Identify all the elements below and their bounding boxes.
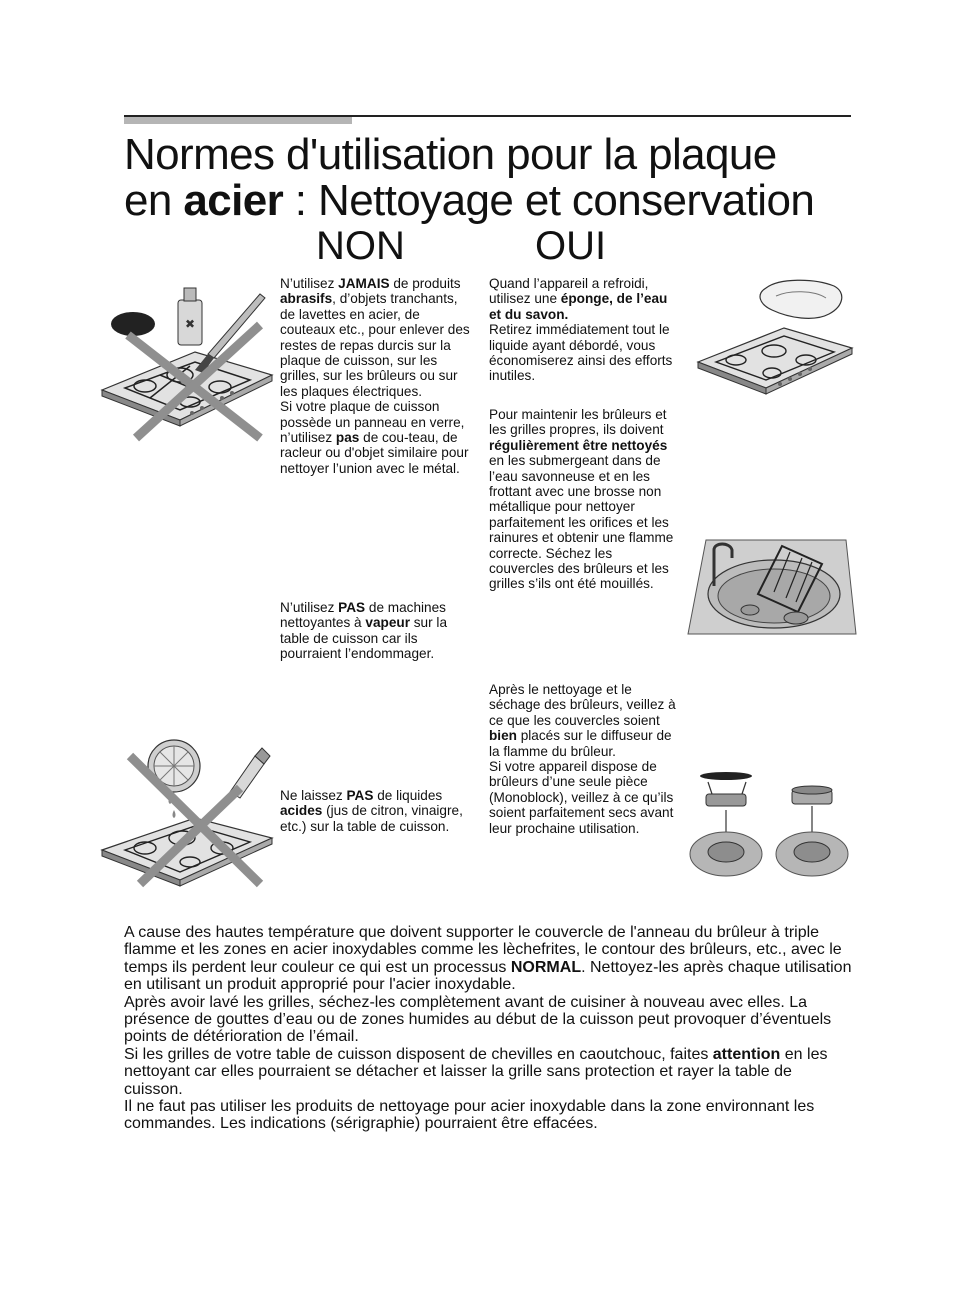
body-text: Après avoir lavé les grilles, séchez-les complètement avant de cuisiner à nouveau avec elles. La présence de gouttes d’eau ou de zones humides au début de la cuisson peut provoquer d’éventuels points de détérioration de l’émail. bbox=[124, 993, 832, 1046]
body-text: en les submergeant dans de l’eau savonneuse et en les frottant avec une brosse non métallique pour nettoyer parfaitement les orifices et les rainures et obtenir une flamme correcte. Séchez les couvercles des brûleurs et les grilles s’ils ont été mouillés. bbox=[489, 453, 674, 592]
non-instruction-acids bbox=[280, 788, 470, 834]
body-text: en les nettoyant car elles pourraient se détacher et laisser la grille sans protection et rayer la table de cuisson. bbox=[124, 1045, 828, 1098]
body-text: Si votre plaque de cuisson possède un panneau en verre, n’utilisez bbox=[280, 399, 465, 446]
body-text: de liquides bbox=[373, 788, 443, 803]
page-title bbox=[124, 132, 864, 224]
body-text: N’utilisez bbox=[280, 276, 339, 291]
title-bold-word: acier bbox=[183, 176, 284, 225]
note-discoloration bbox=[124, 924, 854, 994]
emphasis-text: abrasifs bbox=[280, 291, 333, 307]
header-rule-accent bbox=[124, 117, 352, 124]
note-rubber-pegs bbox=[124, 1046, 854, 1098]
emphasis-text: vapeur bbox=[365, 615, 410, 631]
emphasis-text: PAS bbox=[346, 788, 374, 803]
body-text: . Nettoyez-les après chaque utilisation en utilisant un produit approprié pour l'acier inoxydable. bbox=[124, 958, 852, 994]
body-text: A cause des hautes température que doivent supporter le couvercle de l'anneau du brûleur à triple flamme et les zones en acier inoxydables comme les lèchefrites, le contour des brûleurs, etc., avec le temps ils perdent leur couleur ce qui est un processus bbox=[124, 924, 842, 976]
emphasis-text: attention bbox=[712, 1045, 781, 1063]
body-text: Retirez immédiatement tout le liquide ayant débordé, vous économiserez ainsi des efforts inutiles. bbox=[489, 322, 673, 384]
emphasis-text: PAS bbox=[338, 600, 366, 615]
body-text: Quand l’appareil a refroidi, utilisez une bbox=[489, 276, 649, 307]
oui-instruction-sponge bbox=[489, 276, 679, 384]
body-text: Après le nettoyage et le séchage des brûleurs, veillez à ce que les couvercles soient bbox=[489, 682, 676, 728]
illustration-no-abrasives bbox=[100, 280, 275, 445]
body-text: Pour maintenir les brûleurs et les grilles propres, ils doivent bbox=[489, 407, 667, 438]
column-header-non: NON bbox=[316, 224, 405, 268]
svg-text:✖: ✖ bbox=[184, 317, 196, 331]
illustration-sink-washing bbox=[686, 536, 858, 638]
emphasis-text: bien bbox=[489, 728, 517, 744]
oui-instruction-burner-caps bbox=[489, 682, 679, 836]
title-line-1: Normes d'utilisation pour la plaque bbox=[124, 130, 777, 179]
emphasis-text: régulièrement être nettoyés bbox=[489, 437, 668, 453]
body-text: placés sur le diffuseur de la flamme du brûleur. bbox=[489, 728, 672, 759]
body-text: N’utilisez bbox=[280, 600, 339, 615]
oui-instruction-wash-burners bbox=[489, 407, 679, 592]
body-text: de produits bbox=[389, 276, 461, 291]
body-text: Ne laissez bbox=[280, 788, 347, 803]
body-text: (jus de citron, vinaigre, etc.) sur la table de cuisson. bbox=[280, 803, 463, 834]
body-text: , d’objets tranchants, de lavettes en acier, de couteaux etc., pour enlever des restes de repas durcis sur la plaque de cuisson, sur les grilles, sur les brûleurs ou sur les plaques électriques. bbox=[280, 291, 470, 399]
title-line-2-prefix: en bbox=[124, 176, 184, 225]
note-dry-grilles bbox=[124, 994, 854, 1046]
body-text: Si les grilles de votre table de cuisson disposent de chevilles en caoutchouc, faites bbox=[124, 1045, 713, 1063]
non-instruction-abrasives bbox=[280, 276, 470, 476]
illustration-sponge-cleaning bbox=[694, 276, 854, 411]
emphasis-text: pas bbox=[335, 430, 360, 446]
illustration-burner-caps bbox=[686, 772, 858, 880]
body-text: de cou-teau, de racleur ou d'objet similaire pour nettoyer l’union avec le métal. bbox=[280, 430, 469, 476]
column-header-oui: OUI bbox=[535, 224, 607, 268]
maintenance-notes bbox=[124, 924, 854, 1133]
note-control-area bbox=[124, 1098, 854, 1133]
illustration-no-acids bbox=[100, 738, 275, 888]
non-instruction-steam bbox=[280, 600, 470, 662]
body-text: sur la table de cuisson car ils pourraient l’endommager. bbox=[280, 615, 448, 662]
emphasis-text: JAMAIS bbox=[338, 276, 390, 291]
emphasis-text: acides bbox=[280, 803, 323, 819]
body-text: de machines nettoyantes à bbox=[280, 600, 446, 631]
body-text: Il ne faut pas utiliser les produits de nettoyage pour acier inoxydable dans la zone environnant les commandes. Les indications (sérigraphie) pourraient être effacées. bbox=[124, 1098, 815, 1133]
title-line-2-suffix: : Nettoyage et conservation bbox=[283, 176, 815, 225]
emphasis-text: éponge, de l’eau et du savon. bbox=[489, 291, 668, 322]
emphasis-text: NORMAL bbox=[510, 958, 582, 976]
body-text: Si votre appareil dispose de brûleurs d’une seule pièce (Monoblock), veillez à ce qu’ils soient parfaitement secs avant leur prochaine utilisation. bbox=[489, 759, 674, 836]
